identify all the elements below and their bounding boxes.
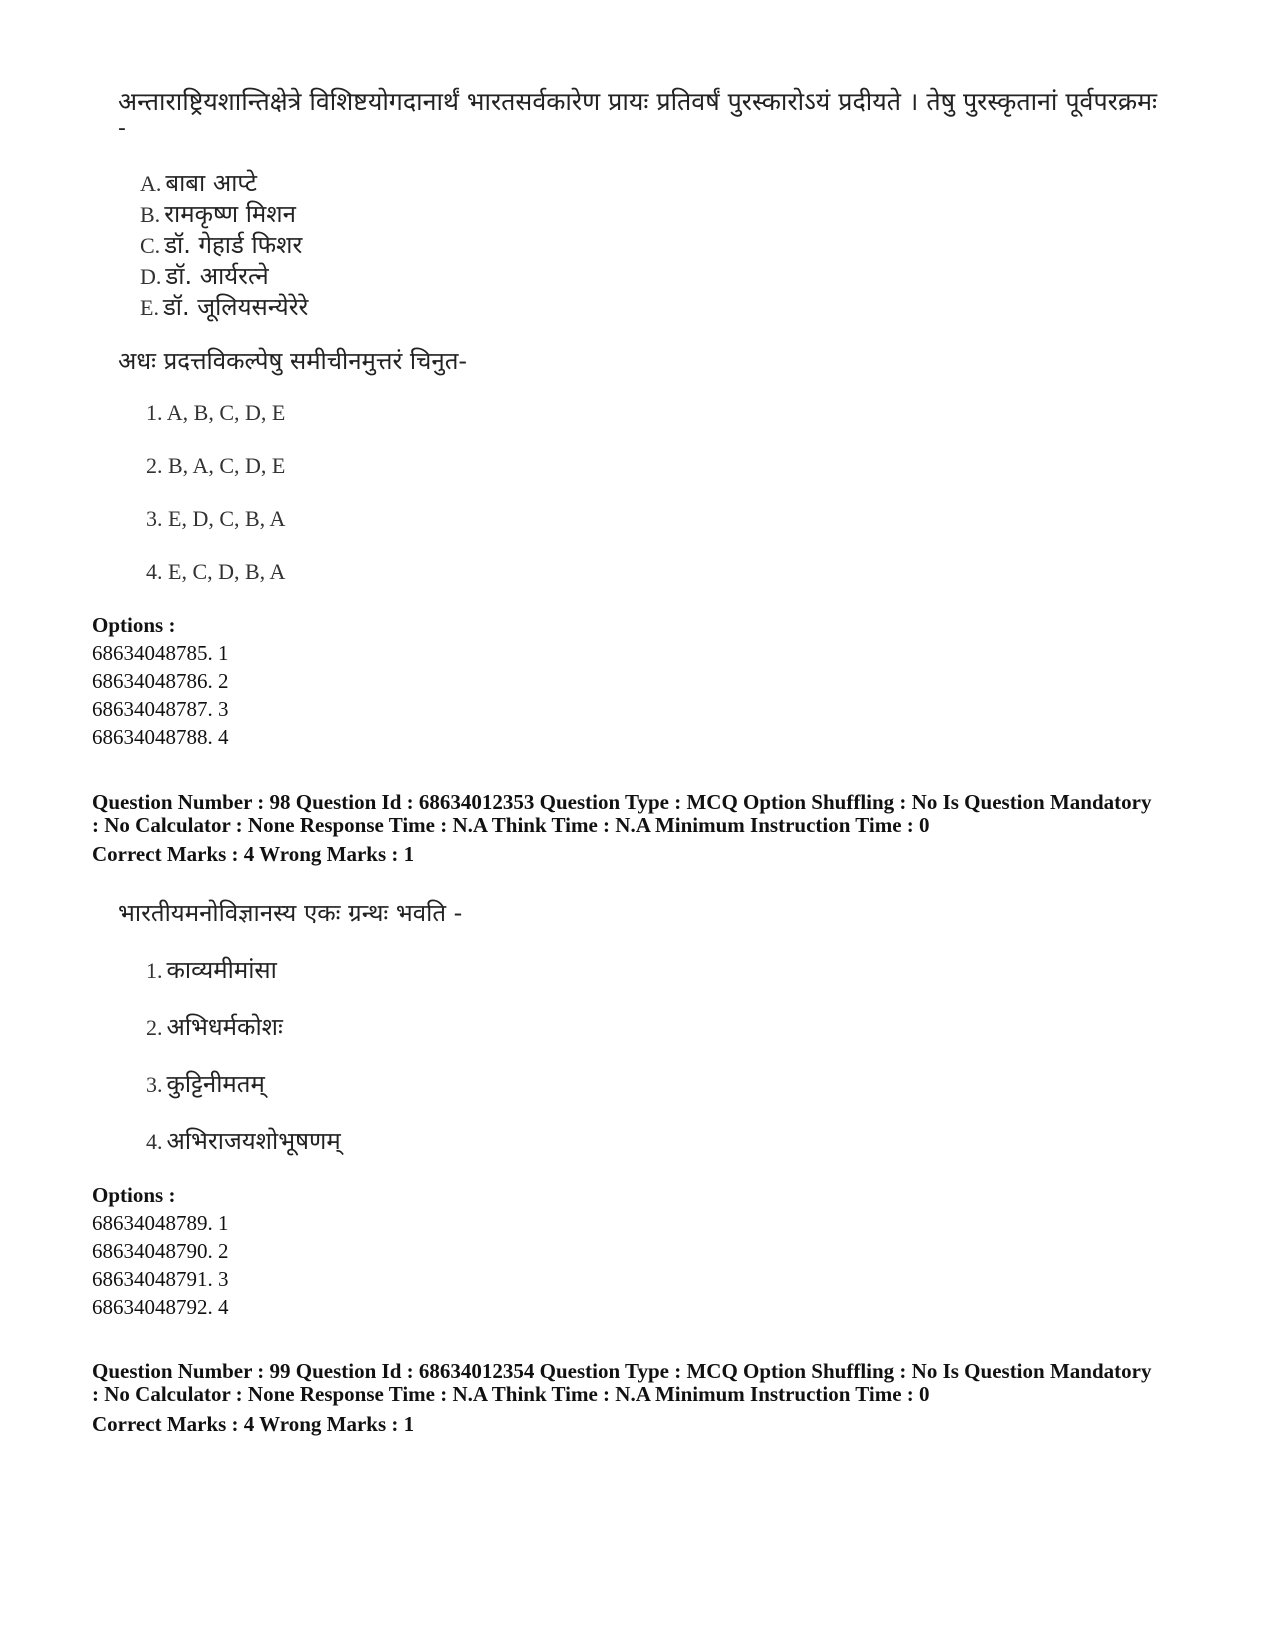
choice-text: अभिधर्मकोशः	[166, 1013, 283, 1041]
q97-list-item-e	[140, 290, 308, 323]
choice-text: अभिराजयशोभूषणम्	[166, 1127, 341, 1155]
list-text: डॉ. आर्यरत्ने	[165, 262, 269, 290]
q98-options-label: Options :	[92, 1183, 176, 1207]
q97-choice-1: 1. A, B, C, D, E	[146, 400, 286, 425]
list-text: डॉ. गेहार्ड फिशर	[164, 231, 303, 259]
q98-option-3: 68634048791. 3	[92, 1267, 229, 1291]
q97-choice-2: 2. B, A, C, D, E	[146, 453, 286, 478]
q98-meta-line1: Question Number : 98 Question Id : 68634012353 Question Type : MCQ Option Shuffling : No Is Question Mandatory	[92, 790, 1152, 814]
q97-instruction: अधः प्रदत्तविकल्पेषु समीचीनमुत्तरं चिनुत-	[118, 347, 468, 375]
list-letter: E.	[140, 295, 159, 320]
q98-stem: भारतीयमनोविज्ञानस्य एकः ग्रन्थः भवति -	[118, 899, 463, 927]
list-text: डॉ. जूलियसन्येरेरे	[162, 293, 309, 321]
list-letter: D.	[140, 264, 162, 289]
q97-choice-4: 4. E, C, D, B, A	[146, 559, 286, 584]
q97-option-1: 68634048785. 1	[92, 641, 229, 665]
q97-option-4: 68634048788. 4	[92, 725, 229, 749]
q97-stem: अन्ताराष्ट्रियशान्तिक्षेत्रे विशिष्टयोगदानार्थं भारतसर्वकारेण प्रायः प्रतिवर्षं पुरस्कारोऽयं प्रदीयते । तेषु पुरस्कृतानां पूर्वपरक्रमः	[118, 87, 1158, 116]
q98-option-4: 68634048792. 4	[92, 1295, 229, 1319]
choice-number: 3.	[146, 1072, 163, 1097]
list-text: बाबा आप्टे	[165, 169, 257, 197]
q97-option-3: 68634048787. 3	[92, 697, 229, 721]
q97-list-item-a	[140, 166, 257, 199]
choice-number: 2.	[146, 1015, 163, 1040]
list-letter: A.	[140, 171, 162, 196]
q98-choice-1	[146, 953, 277, 986]
q99-meta-line2: : No Calculator : None Response Time : N.A Think Time : N.A Minimum Instruction Time : 0	[92, 1382, 930, 1406]
q98-choice-3	[146, 1067, 265, 1100]
q97-option-2: 68634048786. 2	[92, 669, 229, 693]
choice-number: 1.	[146, 958, 163, 983]
list-text: रामकृष्ण मिशन	[164, 200, 296, 228]
list-letter: C.	[140, 233, 161, 258]
list-letter: B.	[140, 202, 161, 227]
q97-list-item-b	[140, 197, 296, 230]
q99-meta-line1: Question Number : 99 Question Id : 68634012354 Question Type : MCQ Option Shuffling : No Is Question Mandatory	[92, 1359, 1152, 1383]
choice-number: 4.	[146, 1129, 163, 1154]
q98-marks: Correct Marks : 4 Wrong Marks : 1	[92, 842, 415, 866]
q98-option-1: 68634048789. 1	[92, 1211, 229, 1235]
q97-choice-3: 3. E, D, C, B, A	[146, 506, 286, 531]
q99-marks: Correct Marks : 4 Wrong Marks : 1	[92, 1412, 415, 1436]
q97-list-item-d	[140, 259, 269, 292]
q98-option-2: 68634048790. 2	[92, 1239, 229, 1263]
choice-text: कुट्टिनीमतम्	[166, 1070, 265, 1098]
choice-text: काव्यमीमांसा	[166, 956, 277, 984]
q97-options-label: Options :	[92, 613, 176, 637]
q98-meta-line2: : No Calculator : None Response Time : N.A Think Time : N.A Minimum Instruction Time : 0	[92, 813, 930, 837]
q98-choice-4	[146, 1124, 341, 1157]
q97-stem-tail: -	[118, 116, 126, 141]
q98-choice-2	[146, 1010, 283, 1043]
q97-list-item-c	[140, 228, 302, 261]
